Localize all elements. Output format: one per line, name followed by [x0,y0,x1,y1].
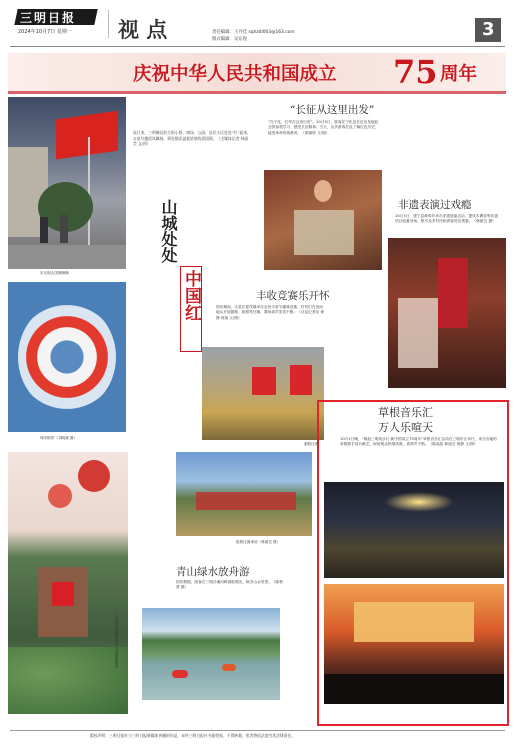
story-opera-body: 10月3日，建宁县黄埠乡举办非遗展演活动，提线木偶戏等非遗项目轮番登场，吸引众多村民和游客驻足观看。（林丽芸 摄） [395,214,498,224]
red-ornament [48,484,72,508]
performer [438,258,468,328]
caption-flag-street: 市区街头国旗飘飘 [40,271,69,275]
logo-text: 三明日报 [20,11,77,25]
flower-ring [18,302,116,412]
footer-rule [10,730,505,731]
photo-longmarch [264,170,382,270]
footer-notice: 版权声明：三明日报社与三明日报新媒体传播的作品，未经三明日报社书面授权，不得转载，违者将依法追究其法律责任。 [90,733,296,738]
intro-caption: 连日来，三明城区的大街小巷、商场、公园、居民小区处处“红”起来，五星红旗迎风飘扬，到处都洋溢着浓浓的爱国情。（全媒体记者 林丽芸 文/图） [133,130,251,147]
caption-side-vertical: 三元区格氏栲国家森林公园国旗飘扬 [115,610,119,668]
editor-line: 责任编辑：王丹佳 sqhzdl003@163.com [212,30,295,35]
story-opera-title: 非遗表演过戏瘾 [398,199,472,211]
story-harvest-title: 丰收竞赛乐开怀 [256,290,330,302]
farmer [290,365,312,395]
banner-stripe [8,91,506,94]
masthead [0,0,515,50]
story-music-title-line1: 草根音乐汇 [378,406,433,419]
photo-park [8,452,128,714]
feature-title-line2: 中国红 [181,270,201,321]
banner-title-prefix: 庆祝中华人民共和国成立 [133,64,337,85]
photo-boat [142,608,280,700]
road [8,245,126,269]
photo-harvest [202,347,324,440]
masthead-divider [108,10,109,38]
audience [324,674,504,704]
stage-panel [398,298,438,368]
story-music-body: 10月1日晚，“缘起三明欢乐行·新中国成立75周年”草根音乐汇活动在三明市区举行，来自各地的草根歌手同台献艺，现场观众热情高涨，欢呼声不断。（陈晶晶 林丽芸 黄静 文/图） [340,437,497,447]
story-boat-title: 青山绿水放舟游 [176,566,250,578]
section-title: 视 点 [118,17,168,42]
caption-flower: 城市街景（刘晓斌 摄） [40,436,78,440]
caption-carry: 挑稻比赛现场（林丽芸 摄） [236,540,281,544]
stage-screen [354,602,474,642]
pedestrian [40,217,48,243]
page-number: 3 [482,19,495,40]
caption-harvest: 割稻比赛 [304,442,319,446]
red-ornament [78,460,110,492]
checker-line: 版式编辑：吴东悦 [212,37,248,42]
stage-lights [384,492,454,512]
story-music-title-line2: 万人乐喧天 [378,421,433,434]
flag-shape [56,111,118,160]
masthead-rule [10,46,505,47]
banner-title-suffix: 周年 [440,64,478,85]
feature-title-line1: 山城处处 [159,199,178,263]
photo-flower [8,282,126,432]
photo-carry [176,452,312,536]
red-banner [52,582,74,606]
boat [222,664,236,671]
child-figure [314,180,332,202]
story-longmarch-title: “长征从这里出发” [290,104,375,116]
pedestrian [60,215,68,243]
photo-music-crowd [324,482,504,578]
story-boat-body: 国庆假期，游客在三明沙溪河畔游船观光，畅享山水美景。（陈秋燕 摄） [176,580,283,590]
story-longmarch-body: “在宁化，红军在这里出发”。10月5日，游客在宁化县长征出发地纪念馆参观学习，感受长征精神。当天，众多游客在此了解红色历史，接受革命传统教育。（廖丽婷 文/图） [268,120,379,135]
boat [172,670,188,678]
display-case [294,210,354,255]
photo-music-stage [324,584,504,704]
story-harvest-body: 国庆期间，沙县区夏茂镇举办农民丰收节趣味竞赛，村民们在田间地头开展割稻、挑稻等比赛，赛场欢声笑语不断。（沙县记者站 黄静 蒋琼 文/图） [216,305,325,320]
photo-opera [388,238,506,388]
leaves [8,647,128,714]
date-line: 2024年10月7日 星期一 [18,29,72,35]
farmer [252,367,276,395]
banner-title-number: 75 [393,53,438,91]
crowd [196,492,296,510]
photo-flag-street [8,97,126,269]
